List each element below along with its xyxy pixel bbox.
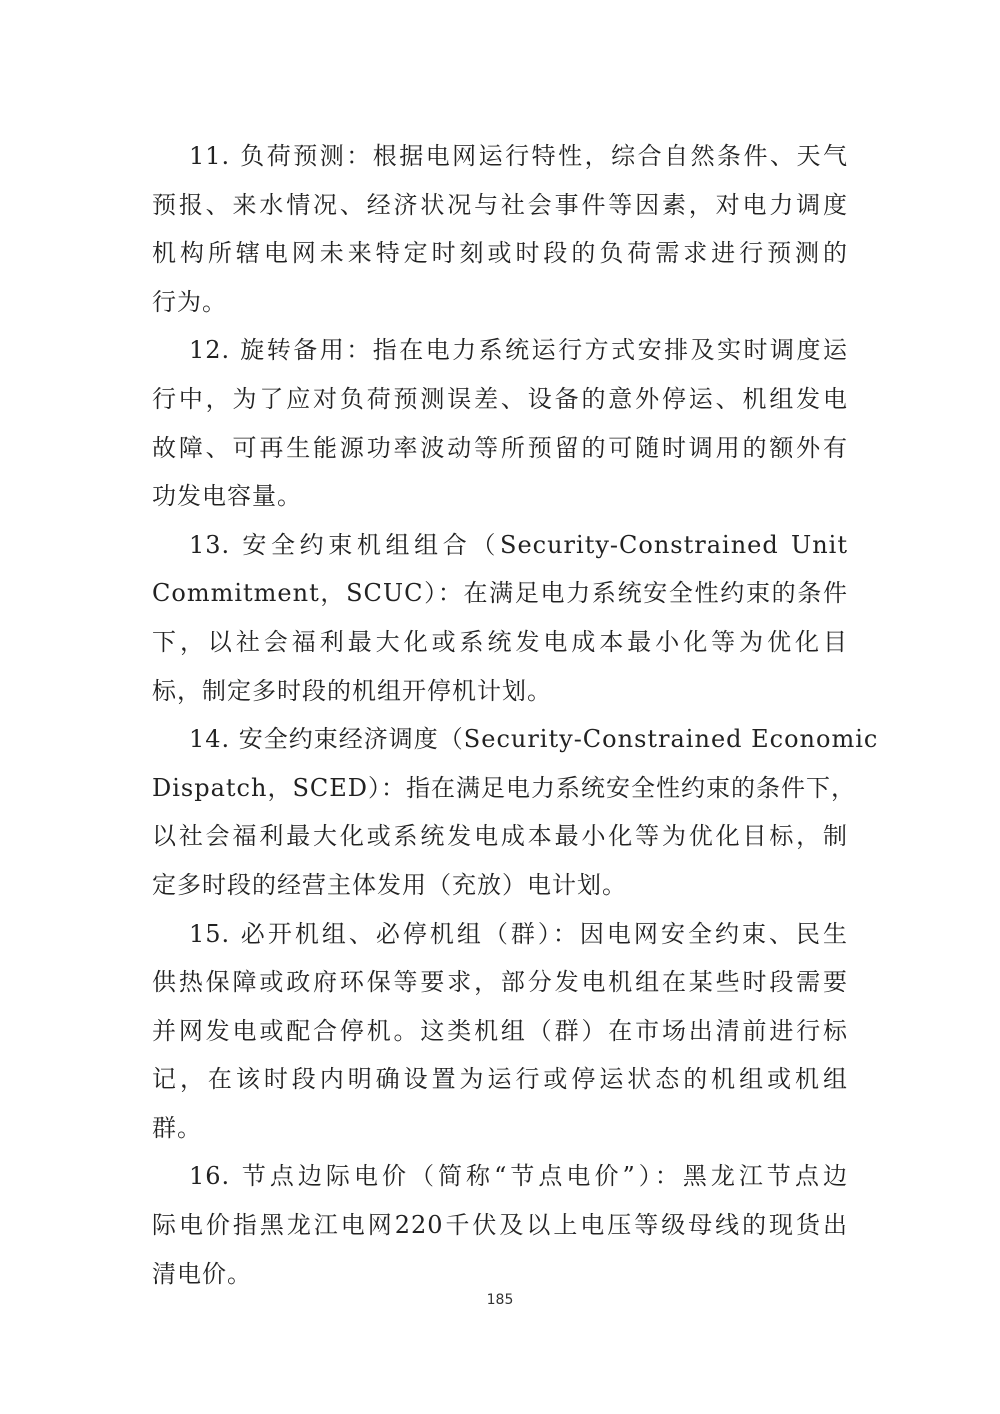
document-body: [152, 132, 879, 1298]
text-line: 功发电容量。: [152, 482, 302, 511]
text-line: Commitment，SCUC）：在满足电力系统安全性约束的条件: [152, 579, 848, 608]
paragraph: [152, 715, 879, 909]
text-line: 以社会福利最大化或系统发电成本最小化等为优化目标，制: [152, 822, 848, 851]
text-line: Dispatch，SCED）：指在满足电力系统安全性约束的条件下，: [152, 773, 857, 802]
text-line: 行中，为了应对负荷预测误差、设备的意外停运、机组发电: [152, 384, 848, 413]
text-line: 行为。: [152, 287, 227, 316]
text-line: 记，在该时段内明确设置为运行或停运状态的机组或机组: [152, 1065, 848, 1094]
text-line: 12. 旋转备用：指在电力系统运行方式安排及实时调度运: [189, 336, 848, 365]
paragraph: [152, 1152, 848, 1298]
text-line: 下，以社会福利最大化或系统发电成本最小化等为优化目: [152, 627, 848, 656]
page-number: 185: [486, 1292, 514, 1308]
text-line: 际电价指黑龙江电网220千伏及以上电压等级母线的现货出: [152, 1211, 848, 1240]
text-line: 并网发电或配合停机。这类机组（群）在市场出清前进行标: [152, 1016, 848, 1045]
text-line: 15. 必开机组、必停机组（群）：因电网安全约束、民生: [189, 919, 848, 948]
text-line: 14. 安全约束经济调度（Security-Constrained Economic: [189, 725, 879, 754]
paragraph: [152, 910, 848, 1153]
text-line: 11. 负荷预测：根据电网运行特性，综合自然条件、天气: [189, 142, 848, 170]
paragraph: [152, 521, 848, 715]
text-line: 标，制定多时段的机组开停机计划。: [152, 676, 552, 705]
text-line: 供热保障或政府环保等要求，部分发电机组在某些时段需要: [152, 968, 848, 997]
text-line: 故障、可再生能源功率波动等所预留的可随时调用的额外有: [152, 433, 848, 462]
text-line: 预报、来水情况、经济状况与社会事件等因素，对电力调度: [152, 190, 848, 219]
text-line: 机构所辖电网未来特定时刻或时段的负荷需求进行预测的: [152, 239, 848, 268]
paragraph: [152, 326, 848, 520]
text-line: 群。: [152, 1113, 202, 1142]
text-line: 定多时段的经营主体发用（充放）电计划。: [152, 870, 627, 899]
text-line: 清电价。: [152, 1259, 252, 1288]
text-line: 16. 节点边际电价（简称“节点电价”）：黑龙江节点边: [189, 1162, 848, 1191]
text-line: 13. 安全约束机组组合（Security-Constrained Unit: [189, 530, 848, 559]
paragraph: [152, 132, 848, 326]
